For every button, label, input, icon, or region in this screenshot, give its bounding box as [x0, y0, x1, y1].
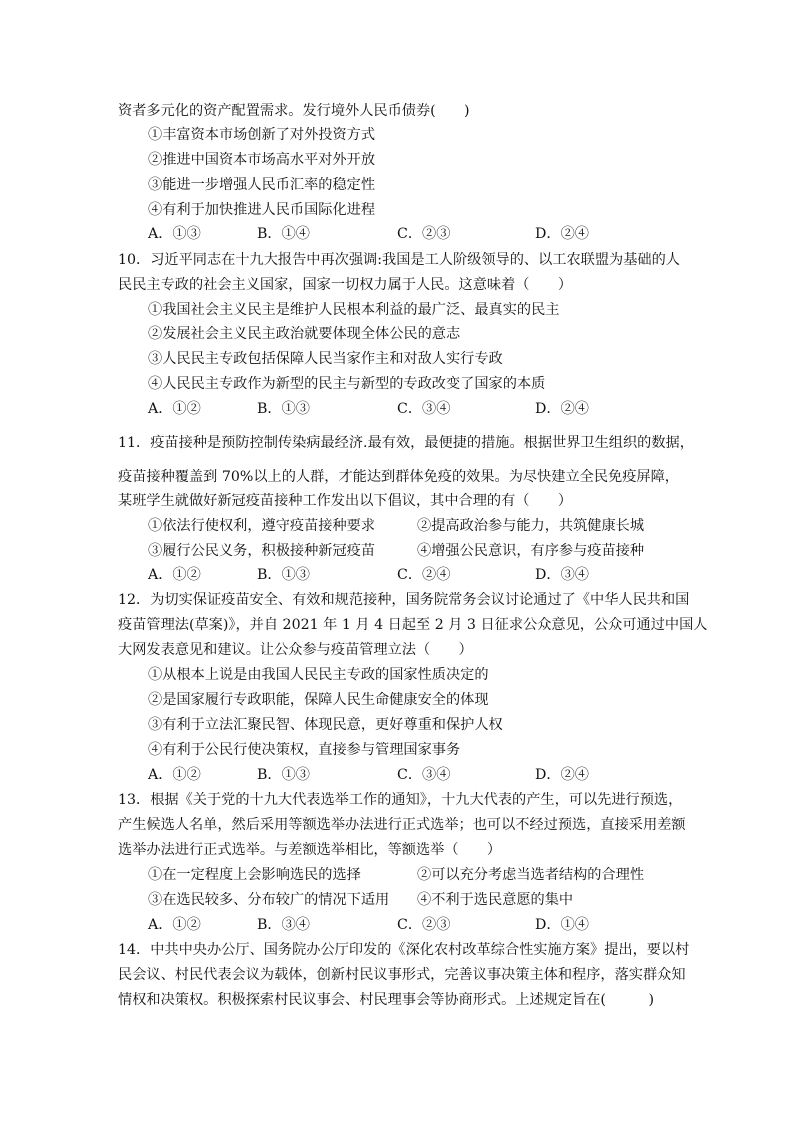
q13-stem-line-2: 产生候选人名单，然后采用等额选举办法进行正式选举；也可以不经过预选，直接采用差额	[118, 817, 686, 833]
q11-option-2: ②提高政治参与能力，共筑健康长城	[417, 518, 645, 534]
q11-answer-d: D．③④	[535, 567, 589, 583]
q10-answer-c: C．③④	[397, 401, 451, 417]
q11-stem-line-3: 某班学生就做好新冠疫苗接种工作发出以下倡议，其中合理的有（ ）	[118, 493, 573, 509]
q10-option-1: ①我国社会主义民主是维护人民根本利益的最广泛、最真实的民主	[148, 302, 560, 318]
q13-answer-d: D．①④	[535, 917, 589, 933]
q12-option-1: ①从根本上说是由我国人民民主专政的国家性质决定的	[148, 667, 489, 683]
q14-stem-line-3: 情权和决策权。积极探索村民议事会、村民理事会等协商形式。上述规定旨在( )	[118, 992, 655, 1008]
q13-stem-line-1: 13．根据《关于党的十九大代表选举工作的通知》，十九大代表的产生，可以先进行预选，	[118, 792, 683, 808]
q10-stem-line-2: 民民主专政的社会主义国家，国家一切权力属于人民。这意味着（ ）	[118, 277, 573, 293]
q12-answer-b: B．①③	[257, 767, 310, 783]
q10-answer-d: D．②④	[535, 401, 589, 417]
q9-option-1: ①丰富资本市场创新了对外投资方式	[148, 127, 376, 143]
q9-answer-b: B．①④	[257, 226, 310, 242]
q10-option-3: ③人民民主专政包括保障人民当家作主和对敌人实行专政	[148, 351, 503, 367]
q10-option-4: ④人民民主专政作为新型的民主与新型的专政改变了国家的本质	[148, 376, 546, 392]
q13-answer-c: C．②③	[397, 917, 451, 933]
q11-answer-c: C．②④	[397, 567, 451, 583]
q9-stem-line: 资者多元化的资产配置需求。发行境外人民币债券( )	[118, 103, 470, 119]
q11-stem-line-1: 11．疫苗接种是预防控制传染病最经济.最有效，最便捷的措施。根据世界卫生组织的数据，	[118, 435, 694, 451]
q9-option-4: ④有利于加快推进人民币国际化进程	[148, 202, 376, 218]
q13-option-2: ②可以充分考虑当选者结构的合理性	[417, 867, 645, 883]
q13-stem-line-3: 选举办法进行正式选举。与差额选举相比，等额选举（ ）	[118, 842, 502, 858]
q12-option-4: ④有利于公民行使决策权，直接参与管理国家事务	[148, 742, 461, 758]
q12-stem-line-3: 大网发表意见和建议。让公众参与疫苗管理立法（ ）	[118, 642, 473, 658]
q12-stem-line-2: 疫苗管理法(草案)》，并自 2021 年 1 月 4 日起至 2 月 3 日征求公众意见，公众可通过中国人	[118, 617, 708, 633]
q12-answer-d: D．②④	[535, 767, 589, 783]
q11-stem-line-2: 疫苗接种覆盖到 70%以上的人群，才能达到群体免疫的效果。为尽快建立全民免疫屏障，	[118, 469, 679, 485]
q11-answer-a: A．①②	[148, 567, 201, 583]
q13-answer-a: A．①②	[148, 917, 201, 933]
q11-option-3: ③履行公民义务，积极接种新冠疫苗	[148, 543, 376, 559]
q13-option-3: ③在选民较多、分布较广的情况下适用	[148, 892, 390, 908]
q13-option-4: ④不利于选民意愿的集中	[417, 892, 574, 908]
q10-option-2: ②发展社会主义民主政治就要体现全体公民的意志	[148, 326, 461, 342]
q10-answer-a: A．①②	[148, 401, 201, 417]
q12-option-3: ③有利于立法汇聚民智、体现民意，更好尊重和保护人权	[148, 717, 503, 733]
q13-answer-b: B．③④	[257, 917, 310, 933]
q10-stem-line-1: 10．习近平同志在十九大报告中再次强调:我国是工人阶级领导的、以工农联盟为基础的人	[118, 252, 680, 268]
q12-option-2: ②是国家履行专政职能，保障人民生命健康安全的体现	[148, 692, 489, 708]
q12-stem-line-1: 12．为切实保证疫苗安全、有效和规范接种，国务院常务会议讨论通过了《中华人民共和国	[118, 592, 690, 608]
q11-answer-b: B．①③	[257, 567, 310, 583]
q10-answer-b: B．①③	[257, 401, 310, 417]
q14-stem-line-1: 14．中共中央办公厅、国务院办公厅印发的《深化农村改革综合性实施方案》提出，要以村	[118, 942, 690, 958]
q12-answer-a: A．①②	[148, 767, 201, 783]
q11-option-1: ①依法行使权利，遵守疫苗接种要求	[148, 518, 376, 534]
q9-answer-c: C．②③	[397, 226, 451, 242]
q14-stem-line-2: 民会议、村民代表会议为载体，创新村民议事形式，完善议事决策主体和程序，落实群众知	[118, 967, 686, 983]
q12-answer-c: C．③④	[397, 767, 451, 783]
q9-option-3: ③能进一步增强人民币汇率的稳定性	[148, 177, 376, 193]
q9-option-2: ②推进中国资本市场高水平对外开放	[148, 152, 376, 168]
q11-option-4: ④增强公民意识，有序参与疫苗接种	[417, 543, 645, 559]
q13-option-1: ①在一定程度上会影响选民的选择	[148, 867, 361, 883]
q9-answer-d: D．②④	[535, 226, 589, 242]
q9-answer-a: A．①③	[148, 226, 201, 242]
